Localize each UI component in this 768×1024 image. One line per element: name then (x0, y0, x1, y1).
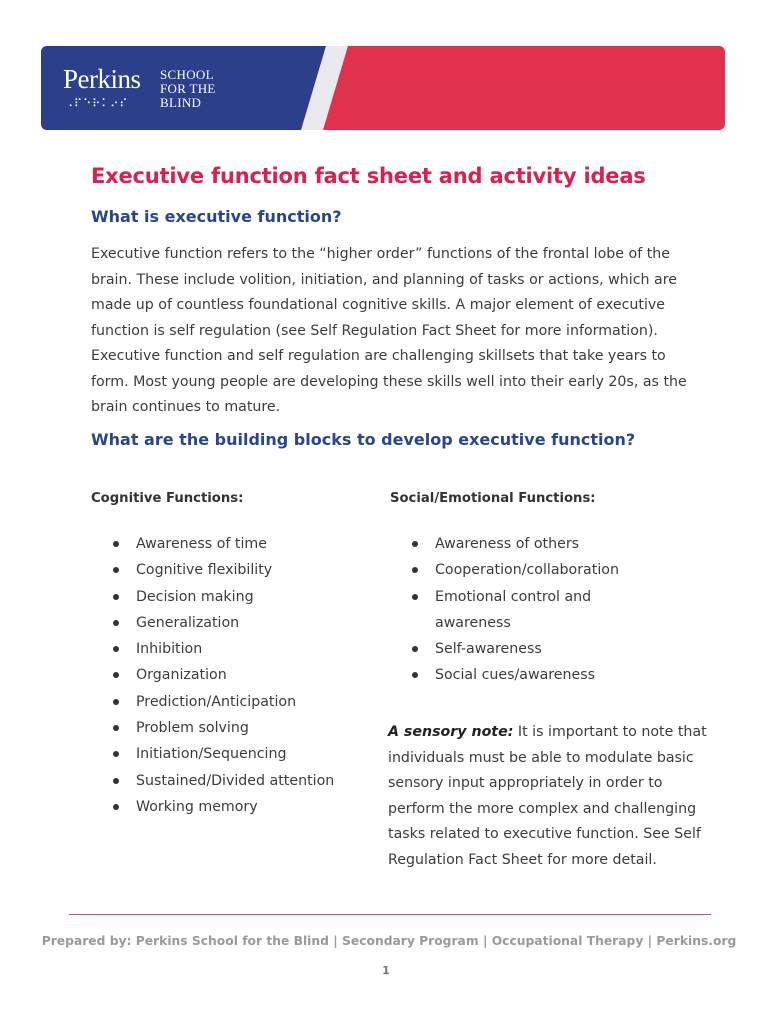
logo-braille: ⠠⠏⠑⠗⠅⠔⠎ (65, 97, 129, 110)
sensory-note-lead: A sensory note: (388, 724, 514, 740)
page-number: 1 (382, 964, 390, 977)
page-title: Executive function fact sheet and activity ideas (91, 164, 646, 188)
list-item: Cooperation/collaboration (408, 557, 608, 583)
list-item: Social cues/awareness (408, 662, 608, 688)
logo-school-line-2: FOR THE (160, 81, 216, 96)
sensory-note-text: It is important to note that individuals must be able to modulate basic sensory input appropriately in order to perform the more complex and challenging tasks related to executive function. See Self Regulation Fact Sheet for more detail. (388, 724, 707, 868)
list-item: Awareness of others (408, 531, 608, 557)
logo-school-line-3: BLIND (160, 95, 202, 110)
cognitive-functions-list (109, 531, 369, 820)
social-emotional-functions-list (408, 531, 619, 689)
logo-school-line-1: SCHOOL (160, 67, 214, 82)
list-item: Organization (109, 662, 369, 688)
list-item: Prediction/Anticipation (109, 689, 369, 715)
social-emotional-functions-heading: Social/Emotional Functions: (390, 491, 596, 506)
cognitive-functions-heading: Cognitive Functions: (91, 491, 244, 506)
sensory-note (388, 720, 708, 873)
list-item: Awareness of time (109, 531, 369, 557)
intro-paragraph: Executive function refers to the “higher order” functions of the frontal lobe of the brain. These include volition, initiation, and planning of tasks or actions, which are made up of countless foundational cognitive skills. A major element of executive function is self regulation (see Self Regulation Fact Sheet for more information). Executive function and self regulation are challenging skillsets that take years to form. Most young people are developing these skills well into their early 20s, as the brain continues to mature. (91, 246, 687, 415)
list-item: Initiation/Sequencing (109, 741, 369, 767)
list-item: Decision making (109, 584, 369, 610)
header-banner (41, 46, 725, 130)
list-item: Working memory (109, 794, 369, 820)
section-heading-building-blocks: What are the building blocks to develop executive function? (91, 430, 636, 449)
footer-divider (69, 914, 711, 915)
section-heading-what-is: What is executive function? (91, 207, 342, 226)
list-item: Generalization (109, 610, 369, 636)
footer-credits: Prepared by: Perkins School for the Blind | Secondary Program | Occupational Therapy | Perkins.org (41, 934, 737, 948)
list-item: Problem solving (109, 715, 369, 741)
logo-school-text (160, 68, 216, 110)
list-item: Inhibition (109, 636, 369, 662)
logo-name: Perkins (63, 64, 141, 94)
list-item: Self-awareness (408, 636, 608, 662)
list-item: Sustained/Divided attention (109, 768, 369, 794)
list-item: Emotional control and awareness (408, 584, 608, 637)
list-item: Cognitive flexibility (109, 557, 369, 583)
